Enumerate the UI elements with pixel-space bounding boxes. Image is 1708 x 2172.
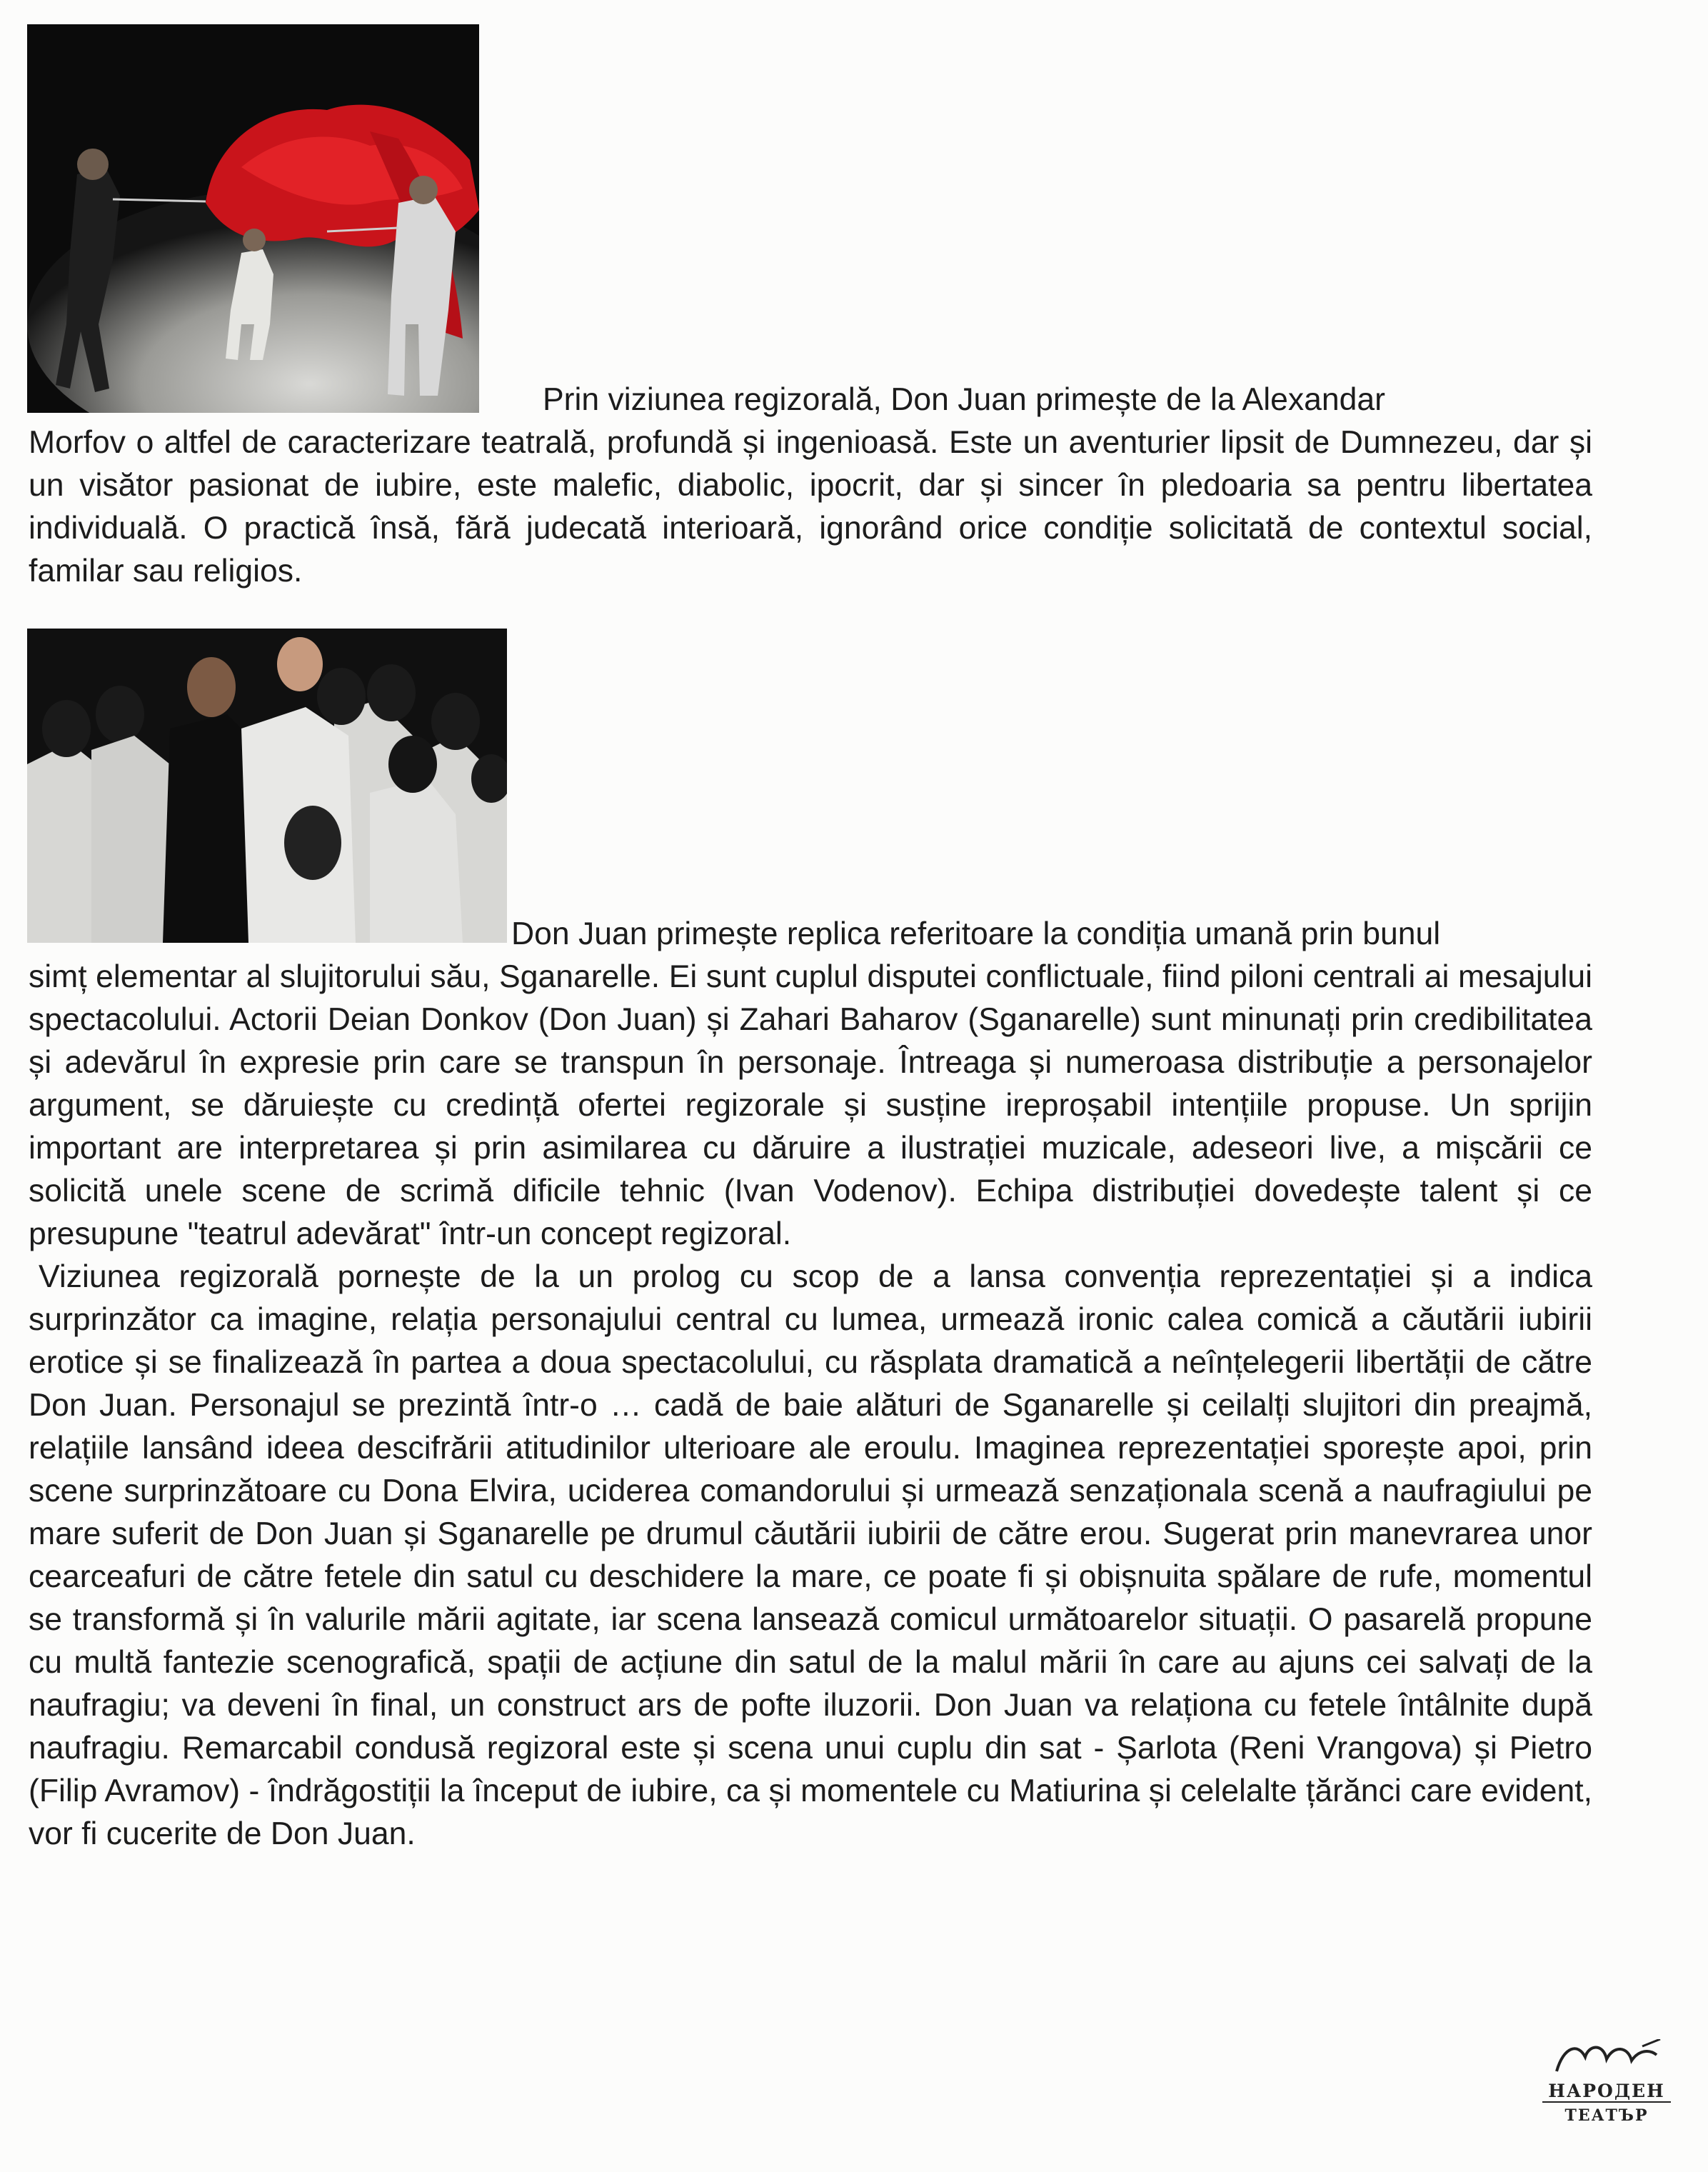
- paragraph-1-body-text: Morfov o altfel de caracterizare teatrală, profundă și ingenioasă. Este un aventurier lipsit de Dumnezeu, dar și un visător pasionat de iubire, este malefic, diabolic, ipocrit, dar și sincer în pledoaria sa pentru libertatea individuală. O practică însă, fără judecată interioară, ignorând orice condiție solicitată de contextul social, familar sau religios.: [29, 425, 1592, 589]
- logo-line-2: ТЕАТЪР: [1564, 2106, 1649, 2125]
- paragraph-1-body: [29, 421, 1592, 593]
- stage-photo-duel: [27, 24, 479, 413]
- paragraph-1-lead-text: Prin viziunea regizorală, Don Juan primește de la Alexandar: [543, 382, 1385, 417]
- paragraph-2-body-text: simț elementar al slujitorului său, Sganarelle. Ei sunt cuplul disputei conflictuale, fiind piloni centrali ai mesajului spectacolului. Actorii Deian Donkov (Don Juan) și Zahari Baharov (Sganarelle) sunt minunați prin credibilitatea și adevărul în expresie prin care se transpun în personaje. Întreaga și numeroasa distribuție a personajelor argument, se dăruiește cu credință ofertei regizorale și susține ireproșabil intențiile propuse. Un sprijin important are interpretarea și prin asimilarea cu dăruire a ilustrației muzicale, adeseori live, a mișcării ce solicită unele scene de scrimă dificile tehnic (Ivan Vodenov). Echipa distribuției dovedește talent și ce presupune "teatrul adevărat" într-un concept regizoral.: [29, 959, 1592, 1251]
- logo-line-1: НАРОДЕН: [1548, 2081, 1665, 2101]
- paragraph-2-3-body: [29, 956, 1592, 1856]
- stage-photo-fencers: [27, 629, 507, 943]
- paragraph-1-lead: [543, 379, 1592, 421]
- paragraph-3-text: Viziunea regizorală pornește de la un prolog cu scop de a lansa convenția reprezentației și a indica surprinzător ca imagine, relația personajului central cu lumea, urmează ironic calea comică a căutării iubirii erotice și se finalizează în partea a doua spectacolului, cu răsplata dramatică a neînțelegerii libertății de către Don Juan. Personajul se prezintă într-o … cadă de baie alături de Sganarelle și ceilalți slujitori din preajmă, relațiile lansând ideea descifrării atitudinilor ulterioare ale eroulu. Imaginea reprezentației sporește apoi, prin scene surprinzătoare cu Dona Elvira, uciderea comandorului și urmează senzaționala scenă a naufragiului pe mare suferit de Don Juan și Sganarelle pe drumul căutării iubirii de către erou. Sugerat prin manevrarea unor cearceafuri de către fetele din satul cu deschidere la mare, ce poate fi și obișnuita spălare de rufe, momentul se transformă și în valurile mării agitate, iar scena lansează comicul următoarelor situații. O pasarelă propune cu multă fantezie scenografică, spații de acțiune din satul de la malul mării în care au ajuns cei salvați de la naufragiu; va deveni în final, un construct ars de pofte iluzorii. Don Juan va relaționa cu fetele întâlnite după naufragiu. Remarcabil condusă regizoral este și scena unui cuplu din sat - Șarlota (Reni Vrangova) și Pietro (Filip Avramov) - îndrăgostiții la început de iubire, ca și momentele cu Matiurina și celelalte țărănci care evident, vor fi cucerite de Don Juan.: [29, 1259, 1592, 1851]
- paragraph-2-lead-text: Don Juan primește replica referitoare la condiția umană prin bunul: [511, 916, 1441, 951]
- paragraph-2-lead: [511, 913, 1592, 956]
- theatre-logo: [1535, 2039, 1678, 2132]
